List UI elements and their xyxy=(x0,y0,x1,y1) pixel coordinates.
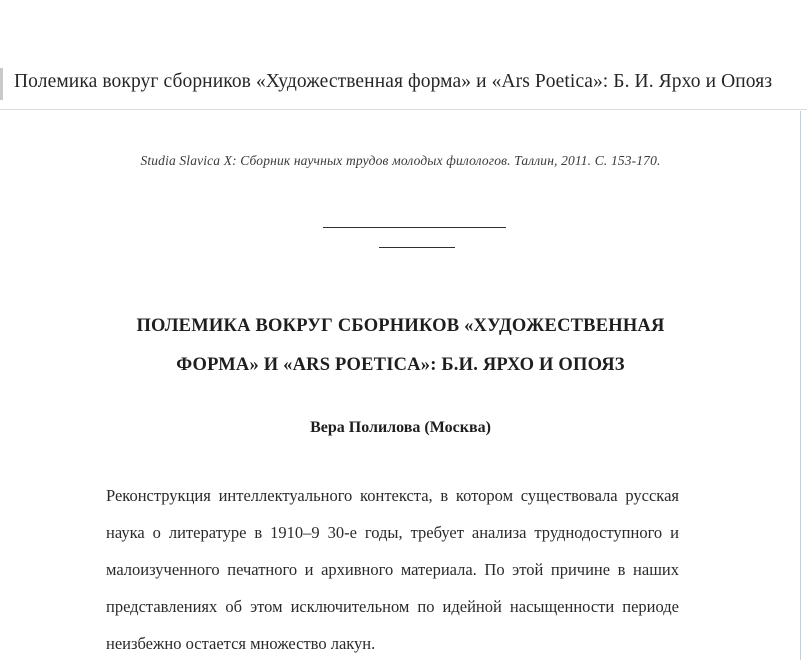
body-paragraph: Реконструкция интеллектуального контекста, в котором существовала русская наука о литературе в 1910–9 30-е годы, требует анализа труднодоступного и малоизученного печатного и архивного материала. По этой причине в наших представлениях об этом исключительном по идейной насыщенности периоде неизбежно остается множество лакун. xyxy=(106,486,679,653)
header-accent-bar xyxy=(0,68,3,100)
document-sheet xyxy=(0,111,801,660)
article-title xyxy=(108,307,693,385)
page-header xyxy=(0,55,807,110)
article-title-line-1: ПОЛЕМИКА ВОКРУГ СБОРНИКОВ «ХУДОЖЕСТВЕННАЯ xyxy=(136,316,665,336)
article-title-line-2: ФОРМА» И «ARS POETICA»: Б.И. ЯРХО И ОПОЯЗ xyxy=(176,355,625,375)
divider-rule-long xyxy=(323,227,506,228)
article-body xyxy=(106,477,679,662)
divider-rule-short xyxy=(379,247,455,248)
source-citation: Studia Slavica X: Сборник научных трудов молодых филологов. Таллин, 2011. С. 153-170. xyxy=(140,153,661,168)
article-author: Вера Полилова (Москва) xyxy=(310,419,491,436)
page-title: Полемика вокруг сборников «Художественная форма» и «Ars Poetica»: Б. И. Ярхо и Опояз xyxy=(14,71,773,92)
